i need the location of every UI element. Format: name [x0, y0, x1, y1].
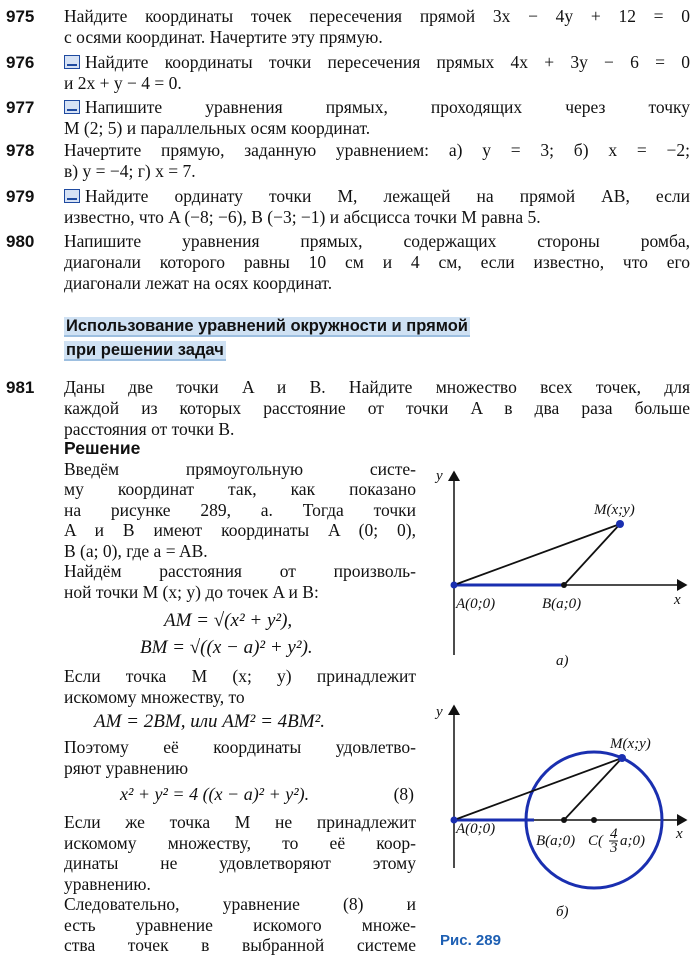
solution-line: B (a; 0), где a = AB.: [64, 540, 208, 561]
formula-am: AM = √(x² + y²),: [164, 610, 293, 631]
problem-text: [64, 140, 690, 182]
solution-line: Найдём расстояния от произволь-: [64, 561, 416, 581]
section-title: [64, 314, 470, 362]
problem-line: [64, 273, 690, 294]
problem-number: 981: [6, 378, 35, 397]
solution-line: A и B имеют координаты A (0; 0),: [64, 520, 416, 540]
solution-line: ряют уравнению: [64, 757, 189, 778]
solution-line: ной точки M (x; y) до точек A и B:: [64, 581, 319, 602]
solution-line: Введём прямоугольную систе-: [64, 458, 416, 479]
problem-line: [64, 118, 690, 139]
problem-line: [64, 140, 690, 161]
label-c-tail: a;0): [620, 833, 645, 849]
solution-line: уравнению.: [64, 873, 151, 894]
figure-caption: Рис. 289: [440, 932, 501, 949]
solution-line: му координат так, как показано: [64, 479, 416, 499]
section-title-line-1: Использование уравнений окружности и прямой: [66, 317, 468, 335]
solution-line: Если точка M (x; y) принадлежит: [64, 666, 416, 686]
problem-line-text: диагонали которого равны 10 см и 4 см, если известно, что его: [64, 252, 690, 272]
solution: [64, 438, 416, 956]
problem-line: каждой из которых расстояние от точки A в два раза больше: [64, 398, 690, 418]
formula-eq8: x² + y² = 4 ((x − a)² + y²).: [120, 784, 310, 804]
problem-line: [64, 186, 690, 207]
solution-line: Если же точка M не принадлежит: [64, 812, 416, 832]
point-a: [451, 582, 458, 589]
problem-line: [64, 161, 690, 182]
problem-line: [64, 73, 690, 94]
problem-line: [64, 97, 690, 118]
solution-line: динаты не удовлетворяют этому: [64, 853, 416, 873]
problem-number: 979: [6, 187, 35, 206]
segment-bm: [564, 758, 622, 820]
computer-task-icon: [64, 55, 80, 69]
equation-number: (8): [393, 784, 414, 804]
x-axis-label: x: [676, 826, 683, 842]
solution-line: Поэтому её координаты удовлетво-: [64, 737, 416, 757]
solution-line: искомому множеству, то: [64, 686, 245, 707]
problem-line: [64, 52, 690, 73]
problem-number: 980: [6, 232, 35, 251]
problem-line-text: Найдите координаты точки пересечения прямых 4x + 3y − 6 = 0: [85, 52, 690, 72]
problem-line-text: Напишите уравнения прямых, содержащих стороны ромба,: [64, 231, 690, 251]
problem-number: 977: [6, 98, 35, 117]
solution-line: на рисунке 289, а. Тогда точки: [64, 499, 416, 520]
solution-line: есть уравнение искомого множе-: [64, 914, 416, 935]
point-m: [616, 520, 624, 528]
solution-heading: Решение: [64, 438, 141, 458]
problem-line: [64, 6, 690, 27]
segment-am: [454, 758, 622, 820]
y-axis-label: y: [436, 704, 443, 720]
problem-text: [64, 186, 690, 228]
solution-line: Следовательно, уравнение (8) и: [64, 894, 416, 914]
problem-line: [64, 252, 690, 273]
solution-line: ства точек в выбранной системе: [64, 935, 416, 955]
point-b: [561, 582, 567, 588]
label-b: B(a;0): [542, 596, 582, 612]
computer-task-icon: [64, 189, 80, 203]
problem-line: [64, 231, 690, 252]
figure-289-b: [424, 698, 694, 928]
figure-289-a: [424, 460, 694, 670]
formula-eq1: AM = 2BM, или AM² = 4BM².: [94, 711, 326, 732]
problem-number: 976: [6, 53, 35, 72]
problem-text: [64, 6, 690, 48]
label-c-frac-bottom: 3: [610, 840, 618, 856]
label-c-frac-top: 4: [610, 826, 618, 842]
problem-line-text: с осями координат. Начертите эту прямую.: [64, 27, 383, 47]
label-c: C(: [588, 833, 603, 849]
problem-line-text: M (2; 5) и параллельных осям координат.: [64, 118, 371, 138]
problem-text: [64, 231, 690, 294]
problem-line-text: Напишите уравнения прямых, проходящих через точку: [85, 97, 690, 117]
problem-line-text: и 2x + y − 4 = 0.: [64, 73, 182, 93]
formula-bm: BM = √((x − a)² + y²).: [140, 637, 313, 658]
solution-line: искомому множеству, то её коор-: [64, 832, 416, 853]
point-m: [618, 754, 626, 762]
problem-line-text: известно, что A (−8; −6), B (−3; −1) и абсцисса точки M равна 5.: [64, 207, 541, 227]
problem-text: [64, 97, 690, 139]
problem-line-text: в) y = −4; г) x = 7.: [64, 161, 196, 181]
problem-line-text: Найдите координаты точек пересечения прямой 3x − 4y + 12 = 0: [64, 6, 690, 26]
label-a: A(0;0): [456, 821, 496, 837]
problem-line: [64, 27, 690, 48]
y-axis-label: y: [436, 468, 443, 484]
label-a: A(0;0): [456, 596, 496, 612]
problem-text: [64, 377, 690, 440]
problem-line-text: диагонали лежат на осях координат.: [64, 273, 333, 293]
point-b: [561, 817, 567, 823]
segment-bm: [564, 524, 620, 585]
point-c: [591, 817, 597, 823]
problem-number: 978: [6, 141, 35, 160]
label-b: B(a;0): [536, 833, 576, 849]
problem-line-text: Начертите прямую, заданную уравнением: а) y = 3; б) x = −2;: [64, 140, 690, 160]
problem-line: [64, 207, 690, 228]
problem-line: Даны две точки A и B. Найдите множество всех точек, для: [64, 377, 690, 397]
segment-am: [454, 524, 620, 585]
problem-text: [64, 52, 690, 94]
label-m: M(x;y): [594, 502, 635, 518]
problem-number: 975: [6, 7, 35, 26]
formula-eq8-row: [64, 784, 416, 812]
section-title-line-2: при решении задач: [66, 341, 224, 359]
x-axis-label: x: [674, 592, 681, 608]
computer-task-icon: [64, 100, 80, 114]
label-m: M(x;y): [610, 736, 651, 752]
problem-line: расстояния от точки B.: [64, 419, 235, 439]
problem-line-text: Найдите ординату точки M, лежащей на прямой AB, если: [85, 186, 690, 206]
figure-label: б): [556, 904, 569, 920]
figure-label: а): [556, 653, 569, 669]
